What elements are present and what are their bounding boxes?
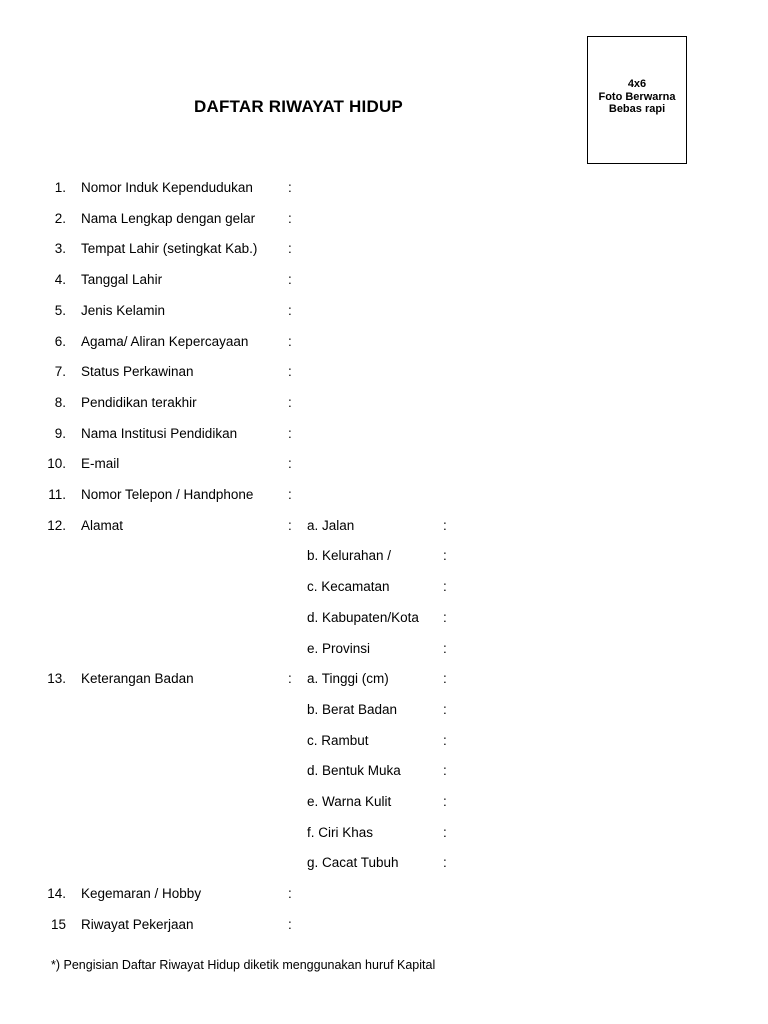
- form-sub-row: [0, 546, 768, 566]
- field-separator: :: [288, 394, 292, 410]
- field-separator: :: [288, 671, 292, 687]
- sub-field-separator: :: [443, 763, 447, 779]
- row-number: 4.: [54, 272, 66, 288]
- form-row: [0, 239, 768, 259]
- form-row: [0, 424, 768, 444]
- row-number: 3.: [54, 241, 66, 257]
- form-sub-row: [0, 823, 768, 843]
- photo-note-label: Bebas rapi: [608, 103, 666, 115]
- row-number: 1.: [54, 180, 66, 195]
- field-separator: :: [288, 272, 292, 288]
- field-label: Alamat: [81, 517, 124, 533]
- field-label: Agama/ Aliran Kepercayaan: [81, 333, 249, 349]
- field-label: Tempat Lahir (setingkat Kab.): [81, 241, 258, 257]
- form-row: [0, 884, 768, 904]
- form-sub-row: [0, 516, 768, 536]
- field-separator: :: [288, 180, 292, 195]
- sub-field-separator: :: [443, 671, 447, 687]
- sub-field-label: b. Kelurahan /: [307, 548, 392, 564]
- sub-field-label: d. Bentuk Muka: [307, 763, 401, 779]
- field-label: Tanggal Lahir: [81, 272, 163, 288]
- row-number: 10.: [47, 456, 66, 472]
- row-number: 7.: [54, 364, 66, 380]
- field-label: E-mail: [81, 456, 120, 472]
- sub-field-label: e. Warna Kulit: [307, 794, 392, 809]
- field-separator: :: [288, 916, 292, 932]
- footnote: *) Pengisian Daftar Riwayat Hidup diketik menggunakan huruf Kapital: [51, 958, 436, 972]
- row-number: 2.: [54, 210, 66, 226]
- form-sub-row: [0, 669, 768, 689]
- sub-field-label: c. Kecamatan: [307, 579, 390, 595]
- field-label: Status Perkawinan: [81, 364, 194, 380]
- form-row: [0, 393, 768, 413]
- field-label: Riwayat Pekerjaan: [81, 916, 194, 932]
- field-separator: :: [288, 364, 292, 380]
- form-sub-row: [0, 608, 768, 628]
- form-row: [0, 454, 768, 474]
- field-separator: :: [288, 241, 292, 257]
- field-separator: :: [288, 333, 292, 349]
- sub-field-separator: :: [443, 855, 447, 871]
- form-row: [0, 301, 768, 321]
- form-sub-row: [0, 577, 768, 597]
- row-number: 14.: [47, 886, 66, 902]
- form-row: [0, 209, 768, 229]
- row-number: 11.: [48, 487, 66, 502]
- sub-field-separator: :: [443, 732, 447, 748]
- field-label: Nomor Induk Kependudukan: [81, 180, 253, 195]
- field-label: Pendidikan terakhir: [81, 394, 197, 410]
- page-title: DAFTAR RIWAYAT HIDUP: [194, 97, 403, 116]
- sub-field-label: f. Ciri Khas: [307, 824, 374, 840]
- sub-field-label: g. Cacat Tubuh: [307, 855, 399, 871]
- form-row: [0, 332, 768, 352]
- sub-field-separator: :: [443, 824, 447, 840]
- form-sub-row: [0, 731, 768, 751]
- row-number: 15: [50, 916, 66, 932]
- field-separator: :: [288, 210, 292, 226]
- form-sub-row: [0, 853, 768, 873]
- form-row: [0, 485, 768, 505]
- field-separator: :: [288, 517, 292, 533]
- sub-field-separator: :: [443, 548, 447, 564]
- field-separator: :: [288, 302, 292, 318]
- form-row: [0, 915, 768, 935]
- sub-field-separator: :: [443, 517, 447, 533]
- field-label: Jenis Kelamin: [81, 302, 166, 318]
- form-row: [0, 270, 768, 290]
- field-separator: :: [288, 425, 292, 441]
- field-separator: :: [288, 886, 292, 902]
- row-number: 12.: [47, 517, 66, 533]
- photo-size-label: 4x6: [627, 78, 647, 90]
- field-separator: :: [288, 487, 292, 502]
- sub-field-label: b. Berat Badan: [307, 701, 398, 717]
- photo-color-label: Foto Berwarna: [598, 90, 676, 103]
- sub-field-label: c. Rambut: [307, 732, 369, 748]
- form-sub-row: [0, 792, 768, 812]
- sub-field-separator: :: [443, 609, 447, 625]
- form-sub-row: [0, 700, 768, 720]
- row-number: 9.: [54, 425, 66, 441]
- field-label: Kegemaran / Hobby: [81, 886, 202, 902]
- sub-field-separator: :: [443, 794, 447, 809]
- sub-field-separator: :: [443, 701, 447, 717]
- field-separator: :: [288, 456, 292, 472]
- sub-field-label: e. Provinsi: [307, 640, 371, 656]
- row-number: 8.: [54, 394, 66, 410]
- row-number: 5.: [54, 302, 66, 318]
- photo-placeholder-box: [587, 36, 687, 164]
- field-label: Keterangan Badan: [81, 671, 194, 687]
- sub-field-label: a. Jalan: [307, 517, 355, 533]
- field-label: Nama Lengkap dengan gelar: [81, 210, 256, 226]
- form-row: [0, 362, 768, 382]
- form-row: [0, 178, 768, 198]
- row-number: 6.: [54, 333, 66, 349]
- field-label: Nama Institusi Pendidikan: [81, 425, 238, 441]
- form-sub-row: [0, 639, 768, 659]
- row-number: 13.: [47, 671, 66, 687]
- sub-field-label: d. Kabupaten/Kota: [307, 609, 419, 625]
- field-label: Nomor Telepon / Handphone: [81, 487, 254, 502]
- form-sub-row: [0, 761, 768, 781]
- sub-field-label: a. Tinggi (cm): [307, 671, 389, 687]
- sub-field-separator: :: [443, 640, 447, 656]
- sub-field-separator: :: [443, 579, 447, 595]
